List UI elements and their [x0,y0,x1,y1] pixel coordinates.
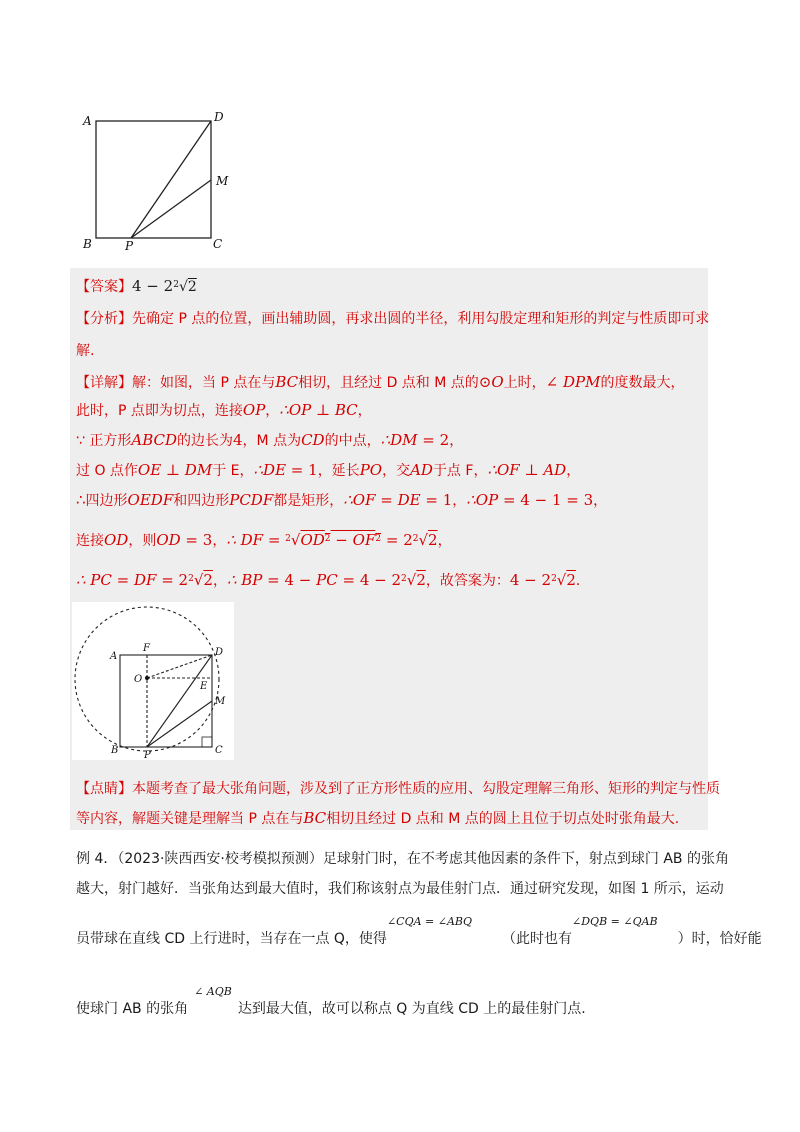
center-point-o [145,676,149,680]
segment-pm [131,180,211,238]
analysis-tag: 【分析】 [76,311,132,327]
analysis-line-1: 【分析】先确定 P 点的位置，画出辅助圆，再求出圆的半径，利用勾股定理和矩形的判定与性质即可求 [76,311,710,327]
label-d: D [215,647,224,658]
answer-tag: 【答案】 [76,279,132,295]
label-d: D [214,110,224,124]
figure-auxiliary-circle [72,602,234,760]
comment-line-1: 【点睛】本题考查了最大张角问题，涉及到了正方形性质的应用、勾股定理解三角形、矩形的判定与性质 [76,781,720,797]
detail-line-6: 连接OD，则OD = 3，∴ DF = $^2√OD^2 - OF^2 = 2^2√2$， [76,531,452,549]
label-f: F [143,643,150,654]
example-line-2: 越大，射门越好．当张角达到最大值时，我们称该射点为最佳射门点．通过研究发现，如图 1 所示，运动 [76,881,724,897]
example-line-1: 例 4．（2023·陕西西安·校考模拟预测）足球射门时，在不考虑其他因素的条件下，射点到球门 AB 的张角 [76,851,729,867]
label-o: O [134,674,143,685]
label-b: B [111,745,119,756]
label-c: C [213,237,223,251]
comment-tag: 【点睛】 [76,781,132,797]
label-b: B [83,237,92,251]
label-m: M [216,174,229,188]
example-line-4: 使球门 AB 的张角$^{\angle AQB}$达到最大值，故可以称点 Q 为直线 CD 上的最佳射门点. [76,985,586,1017]
detail-line-4: 过 O 点作OE ⊥ DM于 E，∴DE = 1，延长PO，交AD于点 F，∴OF ⊥ AD， [76,461,581,479]
segment-pd [147,655,212,747]
label-e: E [200,681,208,692]
right-angle-mark [202,737,212,747]
example-line-3: 员带球在直线 CD 上行进时，当存在一点 Q，使得$^{\angle CQA = \angle ABQ}$（此时也有$^{\angle DQB = \angle QAB}$）时，恰好能 [76,915,762,947]
label-c: C [215,745,223,756]
answer-line: 【答案】$4 - 2^2√2$ [76,277,197,295]
detail-line-1: 【详解】解：如图，当 P 点在与BC相切，且经过 D 点和 M 点的⊙O上时，∠ DPM的度数最大， [76,373,685,391]
comment-line-2: 等内容，解题关键是理解当 P 点在与BC相切且经过 D 点和 M 点的圆上且位于切点处时张角最大. [76,809,680,827]
segment-od [147,655,212,678]
detail-line-7: ∴ PC = DF = $2^2√2$，∴ BP = 4 − PC = $4 - 2^2√2$，故答案为：$4 - 2^2√2$. [76,571,581,589]
label-p: P [125,239,134,253]
label-a: A [83,114,92,128]
analysis-line-2: 解. [76,343,95,359]
label-m: M [215,696,226,707]
detail-tag: 【详解】 [76,375,132,391]
detail-line-5: ∴四边形OEDF和四边形PCDF都是矩形，∴OF = DE = 1，∴OP = 4 − 1 = 3， [76,491,608,509]
label-a: A [110,651,118,662]
segment-pd [131,121,211,238]
label-p: P [144,750,151,760]
figure-square-pdm [76,104,246,254]
detail-line-3: ∵ 正方形ABCD的边长为4，M 点为CD的中点，∴DM = 2， [76,431,464,449]
square-abcd [96,121,211,238]
detail-line-2: 此时，P 点即为切点，连接OP，∴OP ⊥ BC， [76,401,372,419]
